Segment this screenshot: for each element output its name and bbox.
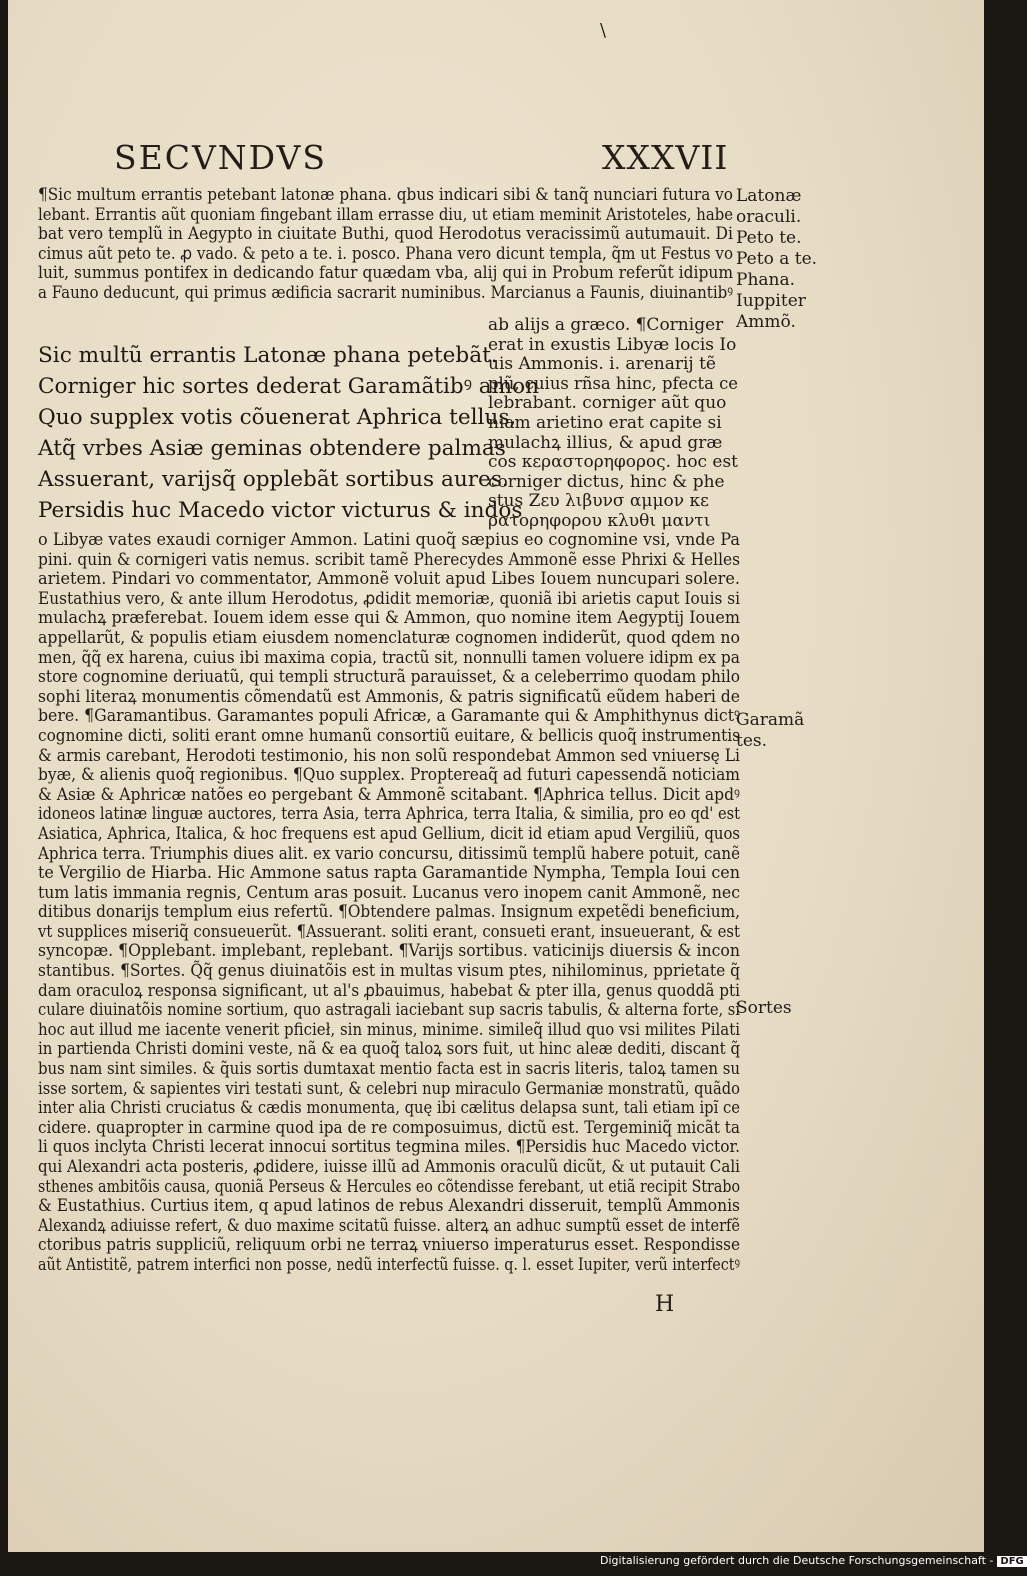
commentary-line: cognomine dicti, soliti erant omne humanũ consortiũ euitare, & bellicis quoq̃ instrumentis [38, 725, 741, 746]
commentary-line: pini. quin & cornigeri vatis nemus. scribit tamẽ Pherecydes Ammonẽ esse Phrixi & Helles [38, 549, 741, 570]
commentary-line: cimus aũt peto te. ꝓ vado. & peto a te. i. posco. Phana vero dicunt templa, q̃m ut Festus vo [38, 243, 734, 264]
margin-note-latona [736, 186, 817, 333]
commentary-line: Aphrica terra. Triumphis diues alit. ex vario concursu, ditissimũ templũ habere potuit, canẽ [38, 843, 740, 864]
commentary-line: ¶Sic multum errantis petebant latonæ phana. qbus indicari sibi & tanq̃ nunciari futura vo [38, 185, 734, 205]
verse-line: Assuerant, varijsq̃ opplebãt sortibus aures. [38, 467, 509, 492]
commentary-line: syncopæ. ¶Opplebant. implebant, replebant. ¶Varijs sortibus. vaticinijs diuersis & incon [38, 941, 741, 962]
commentary-line: Alexandꝝ adiuisse refert, & duo maxime scitatũ fuisse. alterꝝ an adhuc sumptũ esset de interfẽ [38, 1215, 741, 1236]
margin-note-line: Latonæ [736, 186, 802, 206]
commentary-line: arietem. Pindari vo commentator, Ammonẽ voluit apud Libes Iouem nuncupari solere. [38, 569, 741, 590]
verse-line: Persidis huc Macedo victor victurus & indos [38, 498, 523, 523]
commentary-line: a Fauno deducunt, qui primus ædificia sacrarit numinibus. Marcianus a Faunis, diuinantibꝰ [38, 282, 734, 303]
margin-note-line: Peto te. [736, 228, 802, 248]
commentary-line: in partienda Christi domini veste, nã & ea quoq̃ taloꝝ sors fuit, ut hinc aleæ dediti, discant q̃ [38, 1039, 741, 1060]
commentary-line: bere. ¶Garamantibus. Garamantes populi Africæ, a Garamante qui & Amphithynus dictꝰ [38, 706, 741, 727]
commentary-line: erat in exustis Libyæ locis Io [488, 334, 737, 355]
commentary-line: hoc aut illud me iacente venerit pficieł, sin minus, minime. simileq̃ illud quo vsi milites Pilati [38, 1019, 741, 1040]
commentary-line: plũ, cuius rñsa hinc, pfecta ce [488, 373, 739, 394]
commentary-line: appellarũt, & populis etiam eiusdem nomenclaturæ cognomen indiderũt, quod qdem no [38, 627, 740, 648]
verse-line: Atq̃ vrbes Asiæ geminas obtendere palmas [38, 436, 506, 461]
margin-note-line: Sortes [736, 998, 792, 1018]
commentary-line: corniger dictus, hinc & phe [488, 471, 725, 492]
commentary-line: ab alijs a græco. ¶Corniger [488, 315, 724, 335]
commentary-line: aũt Antistitẽ, patrem interfici non posse, nedũ interfectũ fuisse. q. l. esset Iupiter, verũ interfectꝰ [38, 1254, 740, 1275]
verse-line: Sic multũ errantis Latonæ phana petebãt. [38, 343, 498, 368]
commentary-line: bat vero templũ in Aegypto in ciuitate Buthi, quod Herodotus veracissimũ autumauit. Di [38, 224, 733, 245]
verse-line: Corniger hic sortes dederat Garamãtibꝰ amon [38, 374, 540, 399]
commentary-line: li quos inclyta Christi lecerat innocui sortitus tegmina miles. ¶Persidis huc Macedo victor. [38, 1137, 741, 1158]
commentary-line: ρατορηφορου κλυθι μαντι [488, 510, 711, 531]
margin-note-line: Peto a te. [736, 249, 818, 269]
signature-mark: H [655, 1292, 675, 1317]
commentary-line: lebrabant. corniger aũt quo [488, 393, 727, 414]
commentary-top [38, 186, 733, 304]
commentary-main [38, 531, 740, 1276]
commentary-line: Eustathius vero, & ante illum Herodotus, ꝓdidit memoriæ, quoniã ibi arietis caput Iouis si [38, 588, 741, 609]
commentary-line: stus Ζευ λιβυνσ αμμον κε [488, 491, 709, 512]
verse-line: Quo supplex votis cõuenerat Aphrica tellus, [38, 405, 517, 430]
margin-note-garamantes [736, 710, 804, 752]
commentary-line: & Eustathius. Curtius item, q apud latinos de rebus Alexandri disseruit, templũ Ammonis [38, 1196, 740, 1217]
margin-note-sortes [736, 998, 792, 1019]
digitization-credit [600, 1554, 1027, 1567]
margin-note-line: oraculi. [736, 207, 802, 227]
commentary-line: mulachꝝ illius, & apud græ [488, 432, 723, 453]
commentary-line: cidere. quapropter in carmine quod ipa de re composuimus, dictũ est. Tergeminiq̃ micãt ta [38, 1117, 741, 1138]
commentary-line: men, q̃q̃ ex harena, cuius ibi maxima copia, tractũ sit, nonnulli tamen voluere idipm ex pa [38, 647, 740, 668]
commentary-line: te Vergilio de Hiarba. Hic Ammone satus rapta Garamantide Nympha, Templa Ioui cen [38, 863, 741, 884]
margin-note-line: Iuppiter [736, 291, 806, 311]
commentary-line: uis Ammonis. i. arenarij tẽ [488, 354, 716, 375]
commentary-line: vt supplices miseriq̃ consueuerũt. ¶Assuerant. soliti erant, consueti erant, insueuerant, & est [38, 921, 740, 942]
commentary-line: tum latis immania regnis, Centum aras posuit. Lucanus vero inopem canit Ammonẽ, nec [38, 882, 740, 903]
commentary-line: ditibus donarijs templum eius refertũ. ¶Obtendere palmas. Insignum expetẽdi beneficium, [38, 902, 741, 923]
commentary-line: bus nam sint similes. & q̃uis sortis dumtaxat mentio facta est in sacris literis, taloꝝ tamen su [38, 1059, 741, 1080]
credit-text: Digitalisierung gefördert durch die Deutsche Forschungsgemeinschaft - [600, 1554, 994, 1567]
commentary-line: inter alia Christi cruciatus & cædis monumenta, quę ibi cælitus delapsa sunt, tali etiam ipĩ ce [38, 1098, 741, 1119]
commentary-line: stantibus. ¶Sortes. Q̃q̃ genus diuinatõis est in multas visum ptes, nihilominus, pprietate q̃ [38, 961, 741, 982]
commentary-line: mulachꝝ præferebat. Iouem idem esse qui & Ammon, quo nomine item Aegyptij Iouem [38, 608, 740, 629]
commentary-line: & armis carebant, Herodoti testimonio, his non solũ respondebat Ammon sed vniuersę Li [38, 745, 741, 766]
commentary-line: Asiatica, Aphrica, Italica, & hoc frequens est apud Gellium, dicit id etiam apud Vergiliũ, quos [38, 823, 741, 844]
margin-note-line: Garamã [736, 710, 805, 730]
commentary-line: cos κεραστορηφορος. hoc est [488, 452, 738, 473]
commentary-line: sophi literaꝝ monumentis cõmendatũ est Ammonis, & patris significatũ eũdem haberi de [38, 686, 741, 707]
commentary-line: & Asiæ & Aphricæ natões eo pergebant & Ammonẽ scitabant. ¶Aphrica tellus. Dicit apdꝰ [38, 784, 740, 805]
verse-block [38, 340, 539, 526]
commentary-line: dam oraculoꝝ responsa significant, ut al's ꝓbauimus, habebat & pter illa, genus quoddã pti [38, 980, 740, 1001]
dfg-logo-icon: DFG [997, 1556, 1026, 1567]
commentary-right-column [488, 316, 738, 532]
commentary-line: culare diuinatõis nomine sortium, quo astragali iaciebant sup sacris tabulis, & alterna forte, si [38, 1000, 740, 1021]
commentary-line: lebant. Errantis aũt quoniam fingebant illam errasse diu, ut etiam meminit Aristoteles, habe [38, 204, 733, 225]
commentary-line: luit, summus pontifex in dedicando fatur quædam vba, alij qui in Probum referũt idipum [38, 263, 734, 284]
commentary-line: ctoribus patris suppliciũ, reliquum orbi ne terraꝝ vniuerso imperaturus esset. Respondisse [38, 1235, 741, 1256]
commentary-line: byæ, & alienis quoq̃ regionibus. ¶Quo supplex. Proptereaq̃ ad futuri capessendã noticiam [38, 765, 740, 786]
page-mark: \ [600, 20, 607, 41]
commentary-line: idoneos latinæ linguæ auctores, terra Asia, terra Aphrica, terra Italia, & similia, pro eo qd' est [38, 804, 741, 825]
commentary-line: isse sortem, & sapientes viri testati sunt, & celebri nup miraculo Germaniæ monstratũ, quãdo [38, 1078, 740, 1099]
margin-note-line: tes. [736, 731, 768, 751]
commentary-line: store cognomine deriuatũ, qui templi structurã parauisset, & a celeberrimo quodam philo [38, 667, 741, 688]
margin-note-line: Phana. [736, 270, 796, 290]
running-head: SECVNDVS [114, 138, 327, 177]
folio-number: XXXVII [602, 138, 729, 177]
book-page [8, 0, 984, 1552]
commentary-line: niam arietino erat capite si [488, 412, 722, 433]
commentary-line: ο Libyæ vates exaudi corniger Ammon. Latini quoq̃ sæpius eo cognomine vsi, vnde Pa [38, 530, 740, 550]
margin-note-line: Ammõ. [736, 312, 796, 332]
commentary-line: qui Alexandri acta posteris, ꝓdidere, iuisse illũ ad Ammonis oraculũ dicũt, & ut putauit Cali [38, 1157, 740, 1177]
commentary-line: sthenes ambitõis causa, quoniã Perseus & Hercules eo cõtendisse ferebant, ut etiã recipit Strabo [38, 1176, 741, 1197]
